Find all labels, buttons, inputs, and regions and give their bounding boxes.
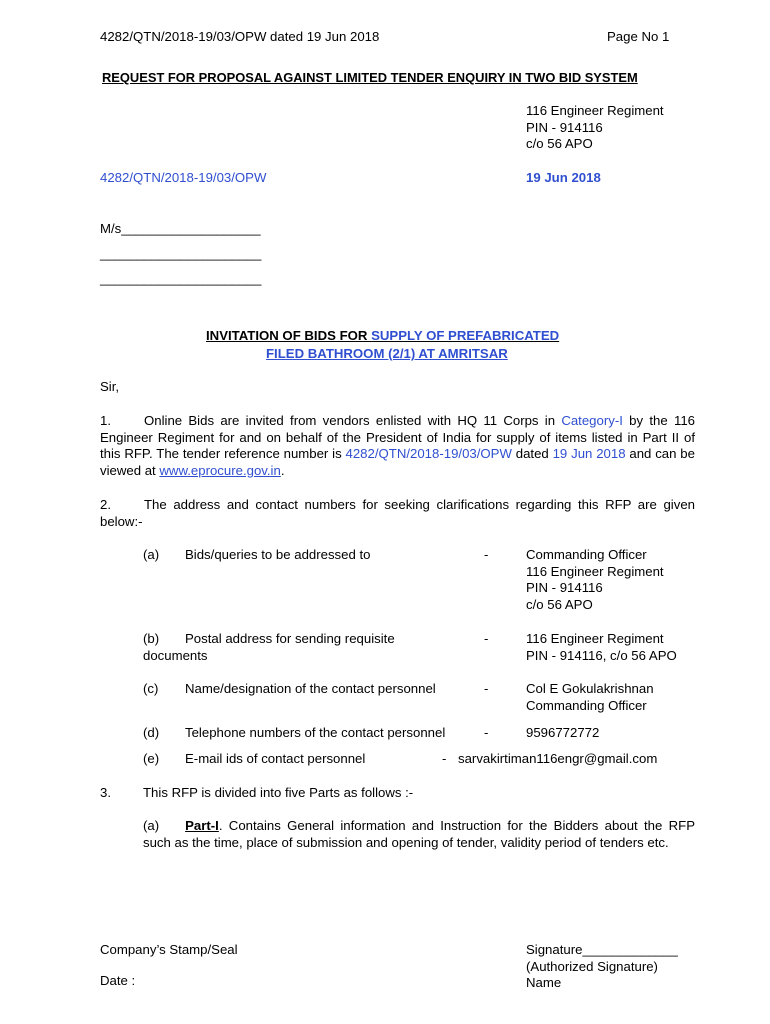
contact-desc-b: Postal address for sending requisite — [185, 631, 395, 646]
contact-label-a: (a) — [143, 547, 160, 562]
paragraph-1-number: 1. — [100, 413, 111, 428]
date-label: Date : — [100, 973, 136, 988]
addressee-line-2: ______________________ — [100, 246, 262, 261]
contact-dash-e: - — [442, 751, 447, 766]
document-date: 19 Jun 2018 — [526, 170, 601, 185]
eprocure-link[interactable]: www.eprocure.gov.in — [159, 462, 281, 478]
signature-line: Signature_____________ — [526, 942, 678, 957]
sender-address — [526, 103, 664, 153]
contact-dash-b: - — [484, 631, 489, 646]
contact-label-b: (b) — [143, 631, 160, 646]
contact-email[interactable]: sarvakirtiman116engr@gmail.com — [458, 751, 658, 766]
contact-dash-d: - — [484, 725, 489, 740]
paragraph-3-text: This RFP is divided into five Parts as follows :- — [143, 785, 414, 800]
subject-item-1: SUPPLY OF PREFABRICATED — [371, 328, 560, 343]
page-number: Page No 1 — [607, 29, 670, 44]
contact-desc-c: Name/designation of the contact personnel — [185, 681, 436, 696]
paragraph-1-reference: 4282/QTN/2018-19/03/OPW — [345, 446, 512, 461]
authorized-signature: (Authorized Signature) — [526, 958, 658, 974]
signature-block — [526, 942, 678, 992]
contact-dash-a: - — [484, 547, 489, 562]
contact-desc-a: Bids/queries to be addressed to — [185, 547, 371, 562]
sender-unit: 116 Engineer Regiment — [526, 103, 664, 118]
part-i-label: Part-I — [185, 818, 219, 833]
document-title: REQUEST FOR PROPOSAL AGAINST LIMITED TENDER ENQUIRY IN TWO BID SYSTEM — [102, 70, 638, 85]
subject-line-1 — [206, 328, 559, 345]
subject-item-2: FILED BATHROOM (2/1) AT AMRITSAR — [266, 346, 508, 361]
category-text: Category-I — [561, 413, 623, 428]
sender-pin: PIN - 914116 — [526, 119, 603, 135]
contact-label-d: (d) — [143, 725, 160, 740]
paragraph-3a-label: (a) — [143, 818, 160, 833]
contact-phone: 9596772772 — [526, 725, 600, 740]
contact-label-c: (c) — [143, 681, 159, 696]
reference-number: 4282/QTN/2018-19/03/OPW — [100, 170, 267, 185]
contact-desc-d: Telephone numbers of the contact personnel — [185, 725, 446, 740]
paragraph-1: 1. Online Bids are invited from vendors enlisted with HQ 11 Corps in Category-I by the 116 Engineer Regiment for and on behalf of the President of India for supply of items listed in Part II of this RFP. The tender reference number is 4282/QTN/2018-19/03/OPW dated 19 Jun 2018 and can be viewed at www.eprocure.gov.in. — [100, 413, 696, 478]
contact-dash-c: - — [484, 681, 489, 696]
contact-desc-e: E-mail ids of contact personnel — [185, 751, 366, 766]
sender-apo: c/o 56 APO — [526, 136, 593, 151]
contact-values-c: Col E Gokulakrishnan Commanding Officer — [526, 681, 654, 713]
contact-values-a: Commanding Officer 116 Engineer Regiment PIN - 914116 c/o 56 APO — [526, 547, 664, 612]
contact-desc-b-cont: documents — [143, 648, 208, 663]
company-stamp-label: Company’s Stamp/Seal — [100, 942, 238, 957]
contact-values-b: 116 Engineer Regiment PIN - 914116, c/o 56 APO — [526, 631, 677, 663]
header-reference: 4282/QTN/2018-19/03/OPW dated 19 Jun 2018 — [100, 29, 380, 44]
paragraph-3-number: 3. — [100, 785, 111, 800]
paragraph-2-number: 2. — [100, 497, 111, 512]
addressee-line-1: M/s___________________ — [100, 221, 261, 236]
addressee-line-3: ______________________ — [100, 271, 262, 286]
paragraph-3a: (a) Part-I. Contains General information and Instruction for the Bidders about the RFP such as the time, place of submission and opening of tender, validity period of tenders etc. — [143, 818, 695, 850]
contact-label-e: (e) — [143, 751, 160, 766]
name-label: Name — [526, 975, 562, 990]
salutation: Sir, — [100, 379, 120, 394]
subject-prefix: INVITATION OF BIDS FOR — [206, 328, 372, 343]
paragraph-2: 2. The address and contact numbers for seeking clarifications regarding this RFP are given below:- — [100, 497, 695, 529]
paragraph-1-date: 19 Jun 2018 — [552, 446, 626, 461]
